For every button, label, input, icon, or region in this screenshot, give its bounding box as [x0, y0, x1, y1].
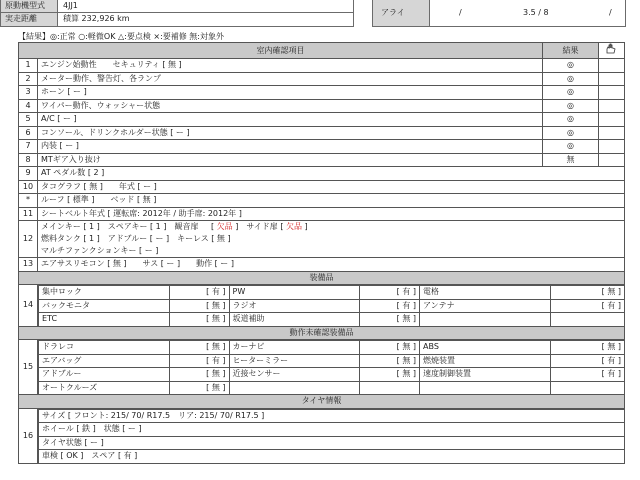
engine-type-value: 4JJ1 [63, 1, 78, 10]
tire-inspection: 車検 [ OK ] スペア [ 有 ] [39, 450, 625, 463]
hand-icon[interactable] [599, 43, 625, 59]
item-text: A/C [ ー ] [38, 113, 543, 127]
item-text: エアサスリモコン [ 無 ] サス [ ー ] 動作 [ ー ] [38, 258, 625, 272]
row-number: 15 [19, 340, 38, 395]
mileage-label: 実走距離 [5, 14, 37, 23]
table-title: 室内確認項目 [19, 43, 543, 59]
item-result: ◎ [543, 72, 599, 86]
tire-header-row [19, 395, 625, 409]
row-number: 12 [19, 221, 38, 258]
item-text: ルーフ [ 標準 ] ベッド [ 無 ] [38, 194, 625, 208]
missing-mark: 欠品 [286, 222, 302, 231]
item-result: ◎ [543, 99, 599, 113]
table-row: 10 タコグラフ [ 無 ] 年式 [ ー ] [19, 180, 625, 194]
item-text: ワイパー動作、ウォッシャー状態 [38, 99, 543, 113]
keys-line-3: マルチファンクションキー [ ー ] [41, 246, 159, 255]
equipment-header-row [19, 271, 625, 285]
tire-grid [38, 409, 624, 463]
tire-condition: タイヤ状態 [ ー ] [39, 436, 625, 450]
item-text: メーター動作、警告灯、各ランプ [38, 72, 543, 86]
tire-title: タイヤ情報 [19, 395, 625, 409]
unconfirmed-grid: ドラレコ [ 無 ] カーナビ [ 無 ] ABS [ 無 ] エアバッグ [ 有 ] ヒーターミラー [ 無 ] 燃焼装置 [ 有 ] アドブルー [ 無 ] 近接センサー [ 無 ] 速度制御装置 [ 有 ] オートクルーズ [ 無 ] [38, 340, 624, 394]
item-result: ◎ [543, 140, 599, 154]
header-left-box [0, 0, 354, 27]
unconfirmed-row [19, 340, 625, 395]
keys-line-1: メインキー [ 1 ] スペアキー [ 1 ] 観音扉 [ 欠品 ] サイド扉 [ 欠品 ] [41, 222, 308, 231]
missing-mark: 欠品 [216, 222, 233, 231]
unconfirmed-title: 動作未確認装備品 [19, 326, 625, 340]
tire-wheel: ホイール [ 鉄 ] 状態 [ ー ] [39, 423, 625, 437]
keys-cell [38, 221, 625, 258]
row-number: 16 [19, 408, 38, 463]
item-result: ◎ [543, 113, 599, 127]
result-column-header: 結果 [543, 43, 599, 59]
header-divider [1, 12, 353, 13]
equipment-grid: 集中ロック [ 有 ] PW [ 有 ] 電格 [ 無 ] バックモニタ [ 無 ] ラジオ [ 有 ] アンテナ [ 有 ] ETC [ 無 ] 坂道補助 [ 無 ] [38, 285, 624, 326]
item-text: MTギア入り抜け [38, 153, 543, 167]
table-header-row [19, 43, 625, 59]
tire-row [19, 408, 625, 463]
item-text: ホーン [ ー ] [38, 86, 543, 100]
item-text: AT ペダル数 [ 2 ] [38, 167, 625, 181]
result-legend: 【結果】◎:正常 ○:軽微OK △:要点検 ×:要補修 無:対象外 [18, 32, 225, 41]
equipment-row [19, 285, 625, 327]
table-row: 4 ワイパー動作、ウォッシャー状態 ◎ [19, 99, 625, 113]
table-row: 8 MTギア入り抜け 無 [19, 153, 625, 167]
row-number: 14 [19, 285, 38, 327]
engine-type-label: 原動機型式 [5, 1, 45, 10]
item-text: コンソール、ドリンクホルダー状態 [ ー ] [38, 126, 543, 140]
tire-size: サイズ [ フロント: 215/ 70/ R17.5 リア: 215/ 70/ R17.5 ] [39, 409, 625, 423]
item-text: エンジン始動性 セキュリティ [ 無 ] [38, 59, 543, 73]
item-result: 無 [543, 153, 599, 167]
table-row: 7 内装 [ ー ] ◎ [19, 140, 625, 154]
table-row: 5 A/C [ ー ] ◎ [19, 113, 625, 127]
header-right-box [372, 0, 626, 27]
item-result: ◎ [543, 126, 599, 140]
table-row: * ルーフ [ 標準 ] ベッド [ 無 ] [19, 194, 625, 208]
mileage-value: 積算 232,926 km [63, 14, 130, 23]
item-text: 内装 [ ー ] [38, 140, 543, 154]
table-row: 13 エアサスリモコン [ 無 ] サス [ ー ] 動作 [ ー ] [19, 258, 625, 272]
alignment-value-3: / [609, 8, 612, 17]
table-row: 2 メーター動作、警告灯、各ランプ ◎ [19, 72, 625, 86]
table-row: 9 AT ペダル数 [ 2 ] [19, 167, 625, 181]
table-row: 3 ホーン [ ー ] ◎ [19, 86, 625, 100]
alignment-value-2: 3.5 / 8 [523, 8, 549, 17]
alignment-value-1: / [459, 8, 462, 17]
unconfirmed-header-row [19, 326, 625, 340]
item-result: ◎ [543, 86, 599, 100]
table-row-keys [19, 221, 625, 258]
equipment-title: 装備品 [19, 271, 625, 285]
table-row: 11 シートベルト年式 [ 運転席: 2012年 / 助手席: 2012年 ] [19, 207, 625, 221]
item-result: ◎ [543, 59, 599, 73]
table-row: 1 エンジン始動性 セキュリティ [ 無 ] ◎ [19, 59, 625, 73]
alignment-label: アライ [381, 8, 405, 17]
inspection-table [18, 42, 625, 464]
table-row: 6 コンソール、ドリンクホルダー状態 [ ー ] ◎ [19, 126, 625, 140]
item-text: タコグラフ [ 無 ] 年式 [ ー ] [38, 180, 625, 194]
item-text: シートベルト年式 [ 運転席: 2012年 / 助手席: 2012年 ] [38, 207, 625, 221]
keys-line-2: 燃料タンク [ 1 ] アドブルー [ ー ] キーレス [ 無 ] [41, 234, 231, 243]
